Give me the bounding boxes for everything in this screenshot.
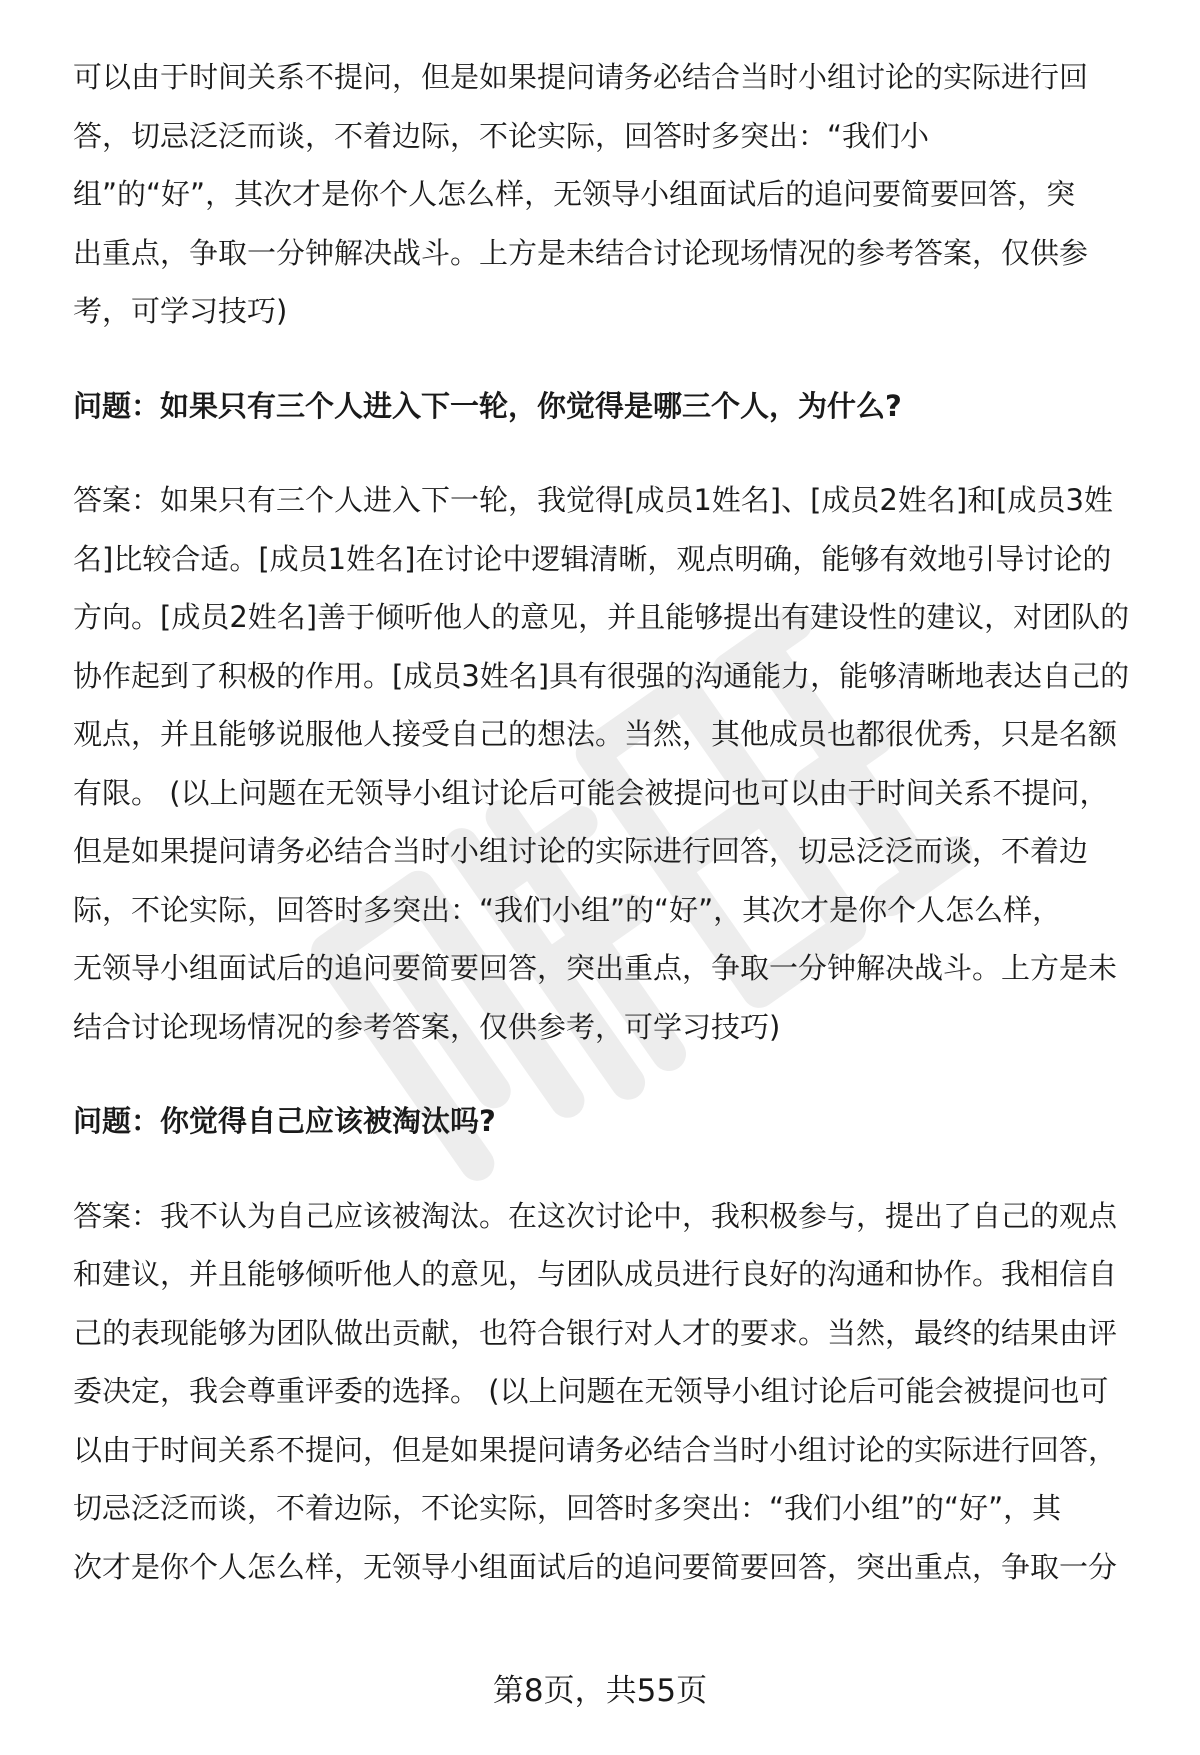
text-line: 结合讨论现场情况的参考答案，仅供参考，可学习技巧) [73,1009,781,1044]
top-paragraph [73,48,1148,341]
text-line: 答案：如果只有三个人进入下一轮，我觉得[成员1姓名]、[成员2姓名]和[成员3姓 [73,483,1113,517]
text-line: 组”的“好”，其次才是你个人怎么样，无领导小组面试后的追问要简要回答，突 [73,177,1076,211]
text-line: 切忌泛泛而谈，不着边际，不论实际，回答时多突出：“我们小组”的“好”，其 [73,1491,1062,1525]
answer-paragraph [73,471,1148,1056]
text-line: 观点，并且能够说服他人接受自己的想法。当然，其他成员也都很优秀，只是名额 [73,717,1118,751]
text-line: 考，可学习技巧) [73,294,288,328]
text-line: 答，切忌泛泛而谈，不着边际，不论实际，回答时多突出：“我们小 [73,118,930,153]
text-line: 际，不论实际，回答时多突出：“我们小组”的“好”，其次才是你个人怎么样， [73,892,1062,927]
page-number-footer: 第8页，共55页 [492,1673,708,1709]
text-line: 但是如果提问请务必结合当时小组讨论的实际进行回答，切忌泛泛而谈，不着边 [73,834,1089,868]
text-line: 答案：我不认为自己应该被淘汰。在这次讨论中，我积极参与，提出了自己的观点 [73,1198,1118,1233]
question-heading: 问题：如果只有三个人进入下一轮，你觉得是哪三个人，为什么? [73,388,902,423]
text-line: 无领导小组面试后的追问要简要回答，突出重点，争取一分钟解决战斗。上方是未 [73,951,1118,985]
text-line: 以由于时间关系不提问，但是如果提问请务必结合当时小组讨论的实际进行回答， [73,1432,1118,1467]
text-line: 有限。 (以上问题在无领导小组讨论后可能会被提问也可以由于时间关系不提问， [73,775,1109,810]
text-line: 出重点，争取一分钟解决战斗。上方是未结合讨论现场情况的参考答案，仅供参 [73,235,1089,270]
text-line: 方向。[成员2姓名]善于倾听他人的意见，并且能够提出有建设性的建议，对团队的 [73,600,1130,634]
text-line: 可以由于时间关系不提问，但是如果提问请务必结合当时小组讨论的实际进行回 [73,60,1089,94]
text-line: 委决定，我会尊重评委的选择。 (以上问题在无领导小组讨论后可能会被提问也可 [73,1374,1109,1408]
text-line: 名]比较合适。[成员1姓名]在讨论中逻辑清晰，观点明确，能够有效地引导讨论的 [73,541,1112,576]
text-line: 协作起到了积极的作用。[成员3姓名]具有很强的沟通能力，能够清晰地表达自己的 [73,658,1130,693]
text-line: 和建议，并且能够倾听他人的意见，与团队成员进行良好的沟通和协作。我相信自 [73,1257,1118,1291]
text-line: 次才是你个人怎么样，无领导小组面试后的追问要简要回答，突出重点，争取一分 [73,1549,1118,1584]
document-body [73,48,1148,1596]
question-heading: 问题：你觉得自己应该被淘汰吗? [73,1104,496,1138]
text-line: 己的表现能够为团队做出贡献，也符合银行对人才的要求。当然，最终的结果由评 [73,1315,1118,1350]
answer-paragraph [73,1187,1148,1597]
